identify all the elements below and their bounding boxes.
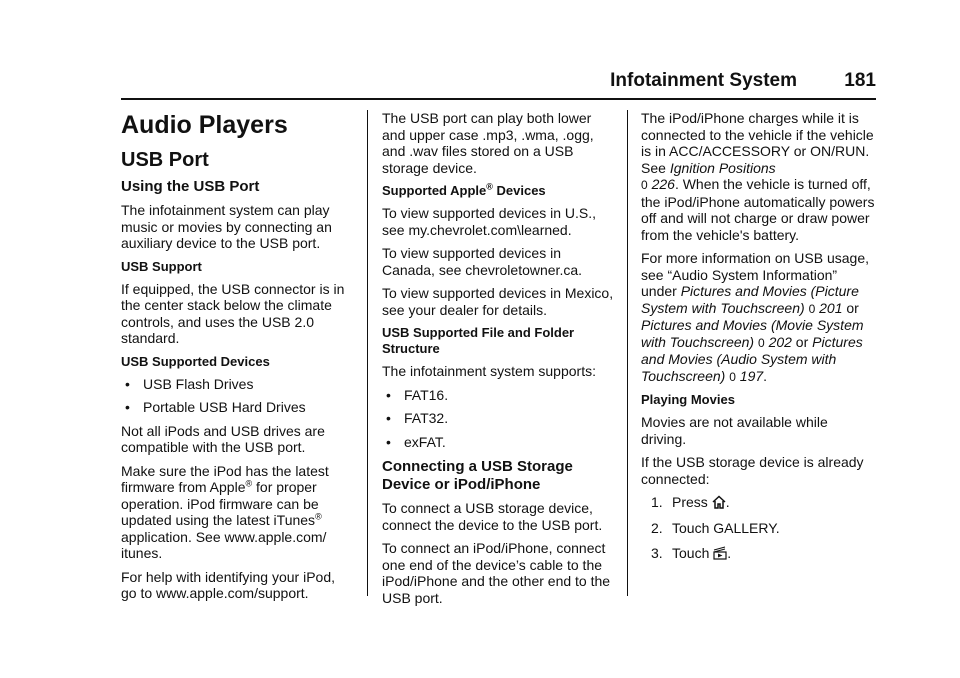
usb-support-paragraph: If equipped, the USB connector is in the center stack below the climate controls, and uses the USB 2.0 standard. [121,280,345,346]
registered-mark: ® [486,181,493,192]
page-ref-202[interactable]: 202 [768,333,792,350]
firmware-text-c: application. See www.apple.com/ itunes. [121,528,327,561]
connecting-heading: Connecting a USB Storage Device or iPod/iPhone [382,458,573,493]
help-paragraph: For help with identifying your iPod, go to www.apple.com/support. [121,568,335,601]
bullet-item [382,434,614,451]
connect-ipod-paragraph: To connect an iPod/iPhone, connect one end of the device’s cable to the iPod/iPhone and the other end to the USB port. [382,540,611,606]
bullet-mark: • [386,410,391,426]
page-ref-marker: 0 [757,335,765,350]
registered-mark: ® [315,511,322,522]
mexico-paragraph: To view supported devices in Mexico, see your dealer for details. [382,285,614,318]
filesystem-item: FAT16. [404,386,449,403]
step-after: . [725,494,730,510]
intro-paragraph: The infotainment system can play music or movies by connecting an auxiliary device to the USB port. [121,202,332,251]
not-available-paragraph: Movies are not available while driving. [641,414,828,447]
playing-movies-heading: Playing Movies [641,392,735,407]
apple-heading-a: Supported Apple [382,183,487,198]
heading-using-usb-port: Using the USB Port [121,178,260,195]
step-3 [641,545,876,562]
header-title: Infotainment System [610,70,798,91]
subsection-title: USB Port [121,149,209,171]
page-ref-marker: 0 [729,369,736,384]
page-ref-201[interactable]: 201 [819,299,843,316]
page-header [0,70,876,92]
step-after: . [727,545,732,561]
apple-devices-heading [382,183,614,199]
canada-paragraph: To view supported devices in Canada, see chevroletowner.ca. [382,245,583,278]
page-ref-226[interactable]: 226 [651,176,675,192]
bullet-item [121,399,353,416]
step-2 [641,520,876,537]
section-title: Audio Players [121,111,288,139]
formats-paragraph: The USB port can play both lower and upper case .mp3, .wma, .ogg, and .wav files stored on a USB storage device. [382,110,594,176]
registered-mark: ® [245,478,253,489]
video-play-icon [713,546,727,560]
page-number: 181 [844,70,876,91]
supports-paragraph: The infotainment system supports: [382,363,596,379]
folder-structure-heading: USB Supported File and Folder Structure [382,325,575,356]
column-divider-2 [627,110,628,596]
firmware-text-a: Make sure the iPod has the latest firmware from Apple [121,462,329,495]
column-divider-1 [367,110,368,596]
device-item: USB Flash Drives [143,375,254,392]
bullet-mark: • [386,433,391,450]
step-1 [641,494,876,511]
or-text: or [791,333,813,350]
bullet-mark: • [125,375,130,392]
if-connected-paragraph: If the USB storage device is already connected: [641,454,864,487]
page-ref-197[interactable]: 197 [739,367,764,384]
firmware-text-b: for proper operation. iPod firmware can be updated using the latest iTunes [121,479,319,528]
firmware-paragraph [121,463,353,562]
period: . [763,367,768,384]
charge-text-a: The iPod/iPhone charges while it is connected to the vehicle if the vehicle is in ACC/ACCESSORY or ON/RUN. See [641,110,874,176]
info-text-a: For more information on USB usage, see “Audio System Information” under [641,250,869,299]
usb-devices-heading: USB Supported Devices [121,353,270,369]
bullet-mark: • [125,399,130,415]
step-text: Touch GALLERY. [672,519,780,536]
page-ref-marker: 0 [808,301,816,316]
column-3 [641,110,876,571]
usb-support-heading: USB Support [121,258,202,274]
charge-text-b: . When the vehicle is turned off, the iPod/iPhone automatically powers off and will not charge or draw power from the vehicle's battery. [641,176,875,243]
audio-system-link[interactable]: Pictures and Movies (Audio System with Touchscreen) [641,333,863,384]
device-item: Portable USB Hard Drives [143,399,306,415]
picture-system-link[interactable]: Pictures and Movies (Picture System with Touchscreen) [641,283,859,316]
bullet-item [382,387,614,404]
movie-system-link[interactable]: Pictures and Movies (Movie System with Touchscreen) [641,317,864,350]
header-rule [121,98,876,100]
bullet-mark: • [386,386,391,403]
bullet-item [382,410,614,427]
or-text: or [842,299,859,316]
compat-paragraph: Not all iPods and USB drives are compatible with the USB port. [121,422,325,455]
connect-paragraph: To connect a USB storage device, connect the device to the USB port. [382,500,603,533]
bullet-item [121,376,353,393]
column-2 [382,110,614,613]
filesystem-item: exFAT. [404,433,446,450]
column-1 [121,110,353,609]
step-text: Touch [672,545,710,561]
step-number: 3. [651,545,663,561]
home-icon [712,495,726,509]
step-number: 2. [651,519,663,536]
charge-paragraph [641,110,876,243]
ignition-positions-link[interactable]: Ignition Positions [669,159,776,176]
page-ref-marker: 0 [641,178,648,192]
step-text: Press [672,494,708,510]
info-paragraph [641,250,876,385]
step-number: 1. [651,494,663,510]
filesystem-item: FAT32. [404,410,449,426]
apple-heading-b: Devices [492,183,546,198]
us-paragraph: To view supported devices in U.S., see my.chevrolet.com\learned. [382,205,596,238]
